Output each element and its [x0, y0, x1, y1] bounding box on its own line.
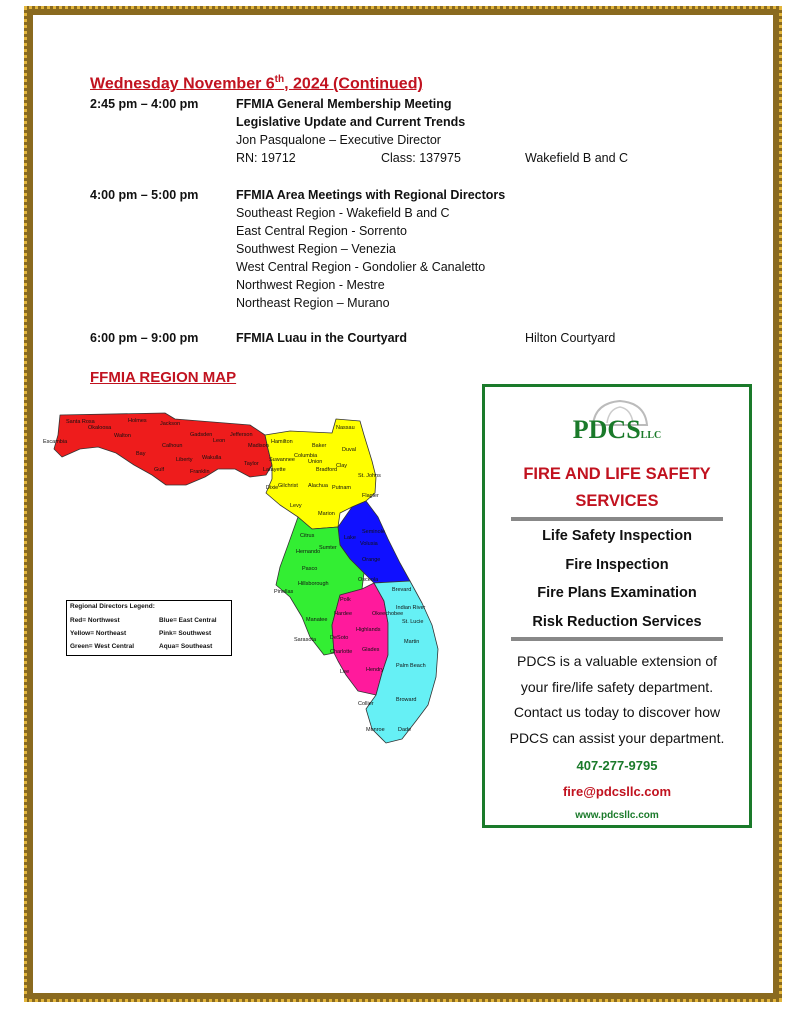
county-label: Bradford	[316, 467, 338, 473]
service-item: Fire Plans Examination	[537, 585, 697, 601]
session-title: FFMIA Area Meetings with Regional Directors	[236, 188, 506, 202]
region-line: West Central Region - Gondolier & Canaletto	[236, 260, 486, 274]
county-label: Sumter	[319, 545, 337, 551]
county-label: Polk	[340, 597, 351, 603]
county-label: Charlotte	[330, 649, 353, 655]
county-label: Levy	[290, 503, 302, 509]
county-label: Santa Rosa	[66, 419, 95, 425]
county-label: Alachua	[308, 483, 328, 489]
service-item: Life Safety Inspection	[542, 528, 692, 544]
region-line: Southwest Region – Venezia	[236, 242, 396, 256]
county-label: Jefferson	[230, 432, 253, 438]
county-label: Manatee	[306, 617, 328, 623]
county-label: Franklin	[190, 469, 210, 475]
session-rn: RN: 19712	[236, 151, 296, 165]
county-label: Brevard	[392, 587, 412, 593]
page-heading: Wednesday November 6th, 2024 (Continued)	[90, 74, 423, 93]
divider	[511, 637, 723, 641]
service-item: Fire Inspection	[565, 557, 669, 573]
ad-email[interactable]: fire@pdcsllc.com	[562, 784, 672, 799]
region-line: Southeast Region - Wakefield B and C	[236, 206, 450, 220]
county-label: Marion	[318, 511, 335, 517]
session-time: 2:45 pm – 4:00 pm	[90, 97, 199, 111]
county-label: Liberty	[176, 457, 193, 463]
county-label: Seminole	[362, 529, 385, 535]
county-label: Hamilton	[271, 439, 293, 445]
county-label: Orange	[362, 557, 381, 563]
county-label: Palm Beach	[396, 663, 426, 669]
session-subtitle: Legislative Update and Current Trends	[236, 115, 466, 129]
county-label: Dixie	[266, 485, 279, 491]
county-label: Sarasota	[294, 637, 317, 643]
county-label: Glades	[362, 647, 380, 653]
county-label: Hendry	[366, 667, 384, 673]
county-label: Wakulla	[202, 455, 222, 461]
legend-item: Green= West Central	[70, 643, 135, 650]
region-line: Northwest Region - Mestre	[236, 278, 385, 292]
county-label: Monroe	[366, 727, 385, 733]
county-label: Clay	[336, 463, 348, 469]
session-title: FFMIA Luau in the Courtyard	[236, 331, 408, 345]
county-label: Hillsborough	[298, 581, 329, 587]
county-label: Bay	[136, 451, 146, 457]
county-label: Nassau	[336, 425, 355, 431]
legend-item: Blue= East Central	[159, 617, 217, 624]
session-class: Class: 137975	[381, 151, 461, 165]
legend-title: Regional Directors Legend:	[70, 603, 155, 610]
florida-region-map	[40, 405, 480, 750]
session-time: 4:00 pm – 5:00 pm	[90, 188, 199, 202]
county-label: Putnam	[332, 485, 351, 491]
divider	[511, 517, 723, 521]
county-label: Pasco	[302, 566, 318, 572]
session-room: Hilton Courtyard	[525, 331, 616, 345]
county-label: Union	[308, 459, 323, 465]
ad-website[interactable]: www.pdcsllc.com	[575, 810, 659, 821]
county-label: Baker	[312, 443, 327, 449]
legend-item: Pink= Southwest	[159, 630, 212, 637]
county-label: Volusia	[360, 541, 378, 547]
county-label: Flagler	[362, 493, 379, 499]
legend-item: Red= Northwest	[70, 617, 120, 624]
session-room: Wakefield B and C	[525, 151, 629, 165]
county-label: Martin	[404, 639, 420, 645]
county-label: Lake	[344, 535, 356, 541]
map-legend	[66, 600, 232, 656]
legend-item: Yellow= Northeast	[70, 630, 127, 637]
county-label: Lafayette	[263, 467, 286, 473]
county-label: St. Johns	[358, 473, 381, 479]
county-label: DeSoto	[330, 635, 349, 641]
county-label: Pinellas	[274, 589, 294, 595]
county-label: Suwannee	[269, 457, 295, 463]
county-label: Gilchrist	[278, 483, 298, 489]
county-label: Citrus	[300, 533, 315, 539]
county-label: Jackson	[160, 421, 181, 427]
county-label: Gulf	[154, 467, 165, 473]
ad-phone[interactable]: 407-277-9795	[576, 758, 658, 773]
map-heading: FFMIA REGION MAP	[90, 369, 237, 386]
session-speaker: Jon Pasqualone – Executive Director	[236, 133, 441, 147]
pdcs-logo: PDCSLLC	[572, 415, 662, 444]
session-title: FFMIA General Membership Meeting	[236, 97, 452, 111]
county-label: Columbia	[294, 453, 318, 459]
county-label: Okaloosa	[88, 425, 112, 431]
county-label: Broward	[396, 697, 417, 703]
ad-description: PDCS is a valuable extension of your fire/life safety department. Contact us today to discover how PDCS can assist your department.	[509, 653, 725, 746]
county-label: Leon	[213, 438, 226, 444]
legend-item: Aqua= Southeast	[159, 643, 213, 650]
ad-title: FIRE AND LIFE SAFETY SERVICES	[523, 465, 711, 510]
county-label: Holmes	[128, 418, 147, 424]
county-label: Escambia	[43, 439, 68, 445]
county-label: Okeechobee	[372, 611, 404, 617]
county-label: Highlands	[356, 627, 381, 633]
county-label: St. Lucie	[402, 619, 424, 625]
county-label: Madison	[248, 443, 269, 449]
county-label: Gadsden	[190, 432, 213, 438]
county-label: Calhoun	[162, 443, 183, 449]
pdcs-advertisement	[482, 384, 752, 828]
county-label: Taylor	[244, 461, 259, 467]
county-label: Osceola	[358, 577, 379, 583]
florida-map-svg	[40, 405, 480, 750]
county-label: Duval	[342, 447, 357, 453]
county-label: Dade	[398, 727, 412, 733]
session-time: 6:00 pm – 9:00 pm	[90, 331, 199, 345]
region-line: Northeast Region – Murano	[236, 296, 390, 310]
service-item: Risk Reduction Services	[532, 614, 702, 630]
county-label: Hardee	[334, 611, 353, 617]
county-label: Collier	[358, 701, 374, 707]
county-label: Indian River	[396, 605, 426, 611]
county-label: Walton	[114, 433, 131, 439]
county-label: Lee	[340, 669, 350, 675]
region-line: East Central Region - Sorrento	[236, 224, 407, 238]
county-label: Hernando	[296, 549, 321, 555]
